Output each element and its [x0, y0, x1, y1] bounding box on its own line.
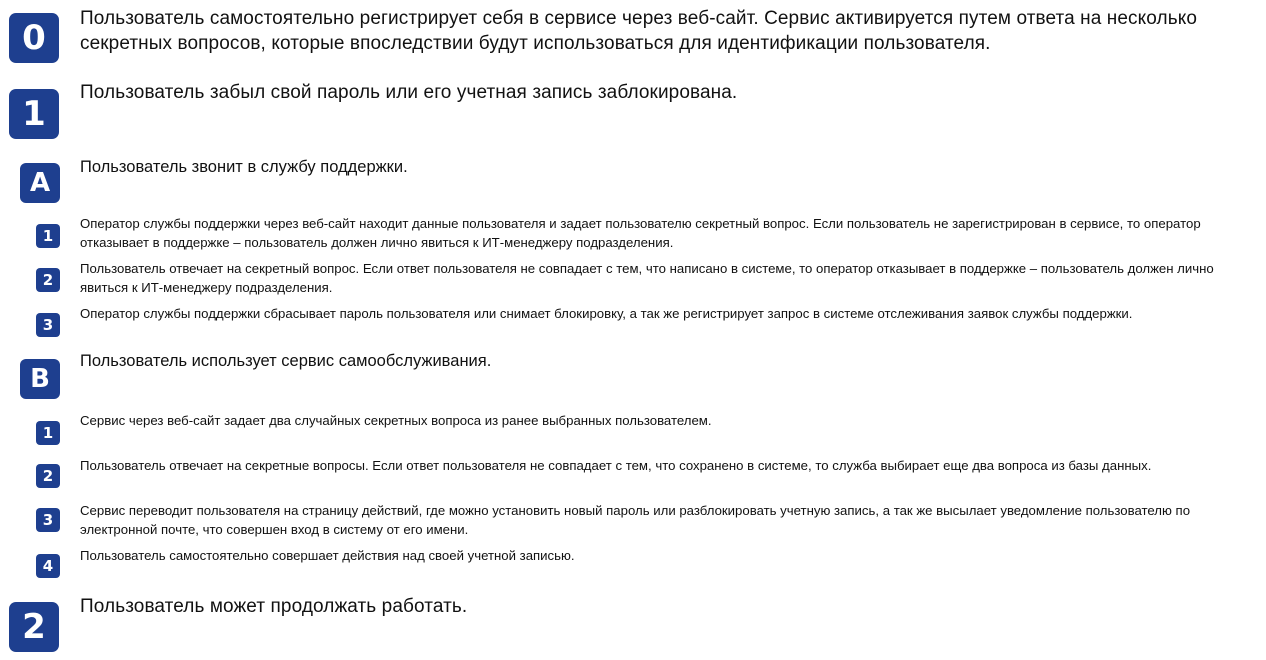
step-2-text: Пользователь может продолжать работать. — [80, 596, 468, 617]
step-1-text: Пользователь забыл свой пароль или его учетная запись заблокирована. — [80, 82, 738, 103]
branch-b-badge: B — [20, 359, 60, 399]
branch-b-text: Пользователь использует сервис самообслуживания. — [80, 352, 492, 370]
branch-b-step-4-text: Пользователь самостоятельно совершает действия над своей учетной записью. — [80, 548, 575, 563]
step-1-badge: 1 — [9, 89, 59, 139]
step-0-text: Пользователь самостоятельно регистрирует себя в сервисе через веб-сайт. Сервис активируется путем ответа на несколько секретных вопросов, которые впоследствии будут использоваться для идентификации пользователя. — [80, 8, 1198, 54]
branch-a-step-2-text: Пользователь отвечает на секретный вопрос. Если ответ пользователя не совпадает с тем, что написано в системе, то оператор отказывает в поддержке – пользователь должен лично явиться к ИТ-менеджеру подразделения. — [80, 261, 1214, 295]
branch-a-step-1-badge: 1 — [36, 224, 60, 248]
branch-a-badge: A — [20, 163, 60, 203]
branch-b-step-2-text: Пользователь отвечает на секретные вопросы. Если ответ пользователя не совпадает с тем, что сохранено в системе, то служба выбирает еще два вопроса из базы данных. — [80, 458, 1152, 473]
branch-b-step-1-badge: 1 — [36, 421, 60, 445]
branch-b-step-3-badge: 3 — [36, 508, 60, 532]
branch-b-step-2-badge: 2 — [36, 464, 60, 488]
branch-b-step-4-badge: 4 — [36, 554, 60, 578]
branch-a-step-3-text: Оператор службы поддержки сбрасывает пароль пользователя или снимает блокировку, а так же регистрирует запрос в системе отслеживания заявок службы поддержки. — [80, 306, 1133, 321]
branch-a-text: Пользователь звонит в службу поддержки. — [80, 158, 408, 176]
step-0-badge: 0 — [9, 13, 59, 63]
branch-a-step-1-text: Оператор службы поддержки через веб-сайт находит данные пользователя и задает пользователю секретный вопрос. Если пользователь не зарегистрирован в сервисе, то оператор отказывает в поддержке – пользователь должен лично явиться к ИТ-менеджеру подразделения. — [80, 216, 1201, 250]
branch-b-step-1-text: Сервис через веб-сайт задает два случайных секретных вопроса из ранее выбранных пользователем. — [80, 413, 712, 428]
branch-b-step-3-text: Сервис переводит пользователя на страницу действий, где можно установить новый пароль или разблокировать учетную запись, а так же высылает уведомление пользователю по электронной почте, что совершен вход в систему от его имени. — [80, 503, 1191, 537]
step-2-badge: 2 — [9, 602, 59, 652]
branch-a-step-2-badge: 2 — [36, 268, 60, 292]
branch-a-step-3-badge: 3 — [36, 313, 60, 337]
